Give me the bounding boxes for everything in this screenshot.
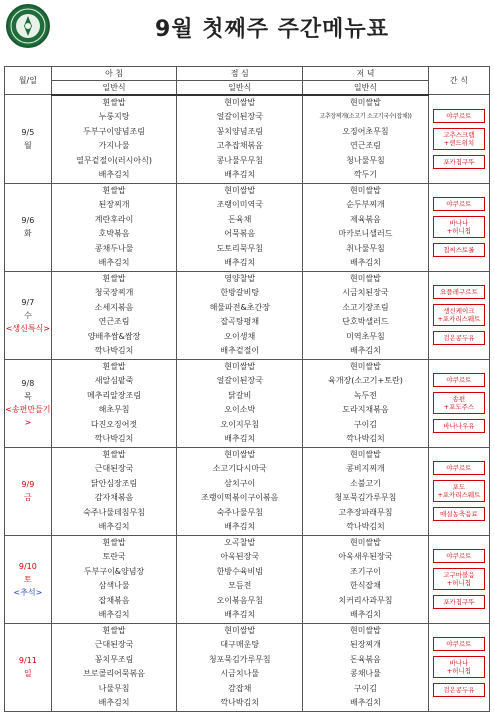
menu-item: 계란후라이 <box>94 214 134 224</box>
lunch-cell <box>177 623 303 711</box>
menu-item: 깍나박김치 <box>346 522 385 531</box>
menu-item: 브로콜리어묵볶음 <box>83 669 145 678</box>
menu-item: 오곡찰밥 <box>224 537 256 547</box>
menu-item: 순두부찌개 <box>346 200 385 209</box>
date-cell <box>5 95 52 184</box>
menu-item: 배추김치 <box>224 610 256 619</box>
breakfast-cell <box>51 447 177 535</box>
weekday-label: 일 <box>23 669 32 678</box>
menu-item: 잡곡탕평채 <box>220 317 260 326</box>
menu-item: 돈육볶음 <box>349 654 381 664</box>
menu-item: 현미쌀밥 <box>349 537 381 547</box>
menu-item: 조기구이 <box>349 566 381 576</box>
menu-item: 얼갈이된장국 <box>216 376 263 385</box>
menu-item: 오이지무침 <box>220 419 260 429</box>
day-row <box>5 359 490 447</box>
snack-item: 포도 +포카리스웨트 <box>433 480 485 502</box>
menu-item: 대구매운탕 <box>220 640 260 649</box>
menu-item: 오징어초무침 <box>342 126 389 136</box>
menu-item: 흰쌀밥 <box>102 537 126 547</box>
menu-item: 단호박샐러드 <box>342 317 389 326</box>
lunch-cell <box>177 95 303 184</box>
menu-item: 현미쌀밥 <box>349 449 381 459</box>
date-label: 9/6 <box>21 216 35 225</box>
menu-item: 배추김치 <box>98 170 130 179</box>
lunch-column-header: 점 심 <box>177 67 303 81</box>
menu-item: 아욱새우된장국 <box>338 552 393 561</box>
breakfast-cell <box>51 623 177 711</box>
menu-item: 깍나박김치 <box>220 698 260 707</box>
snack-cell <box>428 359 489 447</box>
breakfast-cell <box>51 271 177 359</box>
menu-item: 청포묵김가루무침 <box>334 493 397 502</box>
menu-item: 콩채나물 <box>349 669 381 678</box>
date-cell <box>5 535 52 623</box>
menu-item: 육개장(소고기+토란) <box>328 376 403 385</box>
menu-item: 오이생채 <box>224 331 256 341</box>
lunch-cell <box>177 447 303 535</box>
snack-item: 야쿠르트 <box>433 373 485 387</box>
breakfast-cell <box>51 183 177 271</box>
dinner-cell <box>303 95 429 184</box>
menu-item: 삼치구이 <box>224 478 256 488</box>
lunch-general-header: 일반식 <box>177 81 303 95</box>
breakfast-general-header: 일반식 <box>51 81 177 95</box>
day-row <box>5 271 490 359</box>
menu-item: 구이김 <box>353 683 378 693</box>
menu-item: 치커리사과무침 <box>338 595 393 605</box>
snack-item: 고추스크랩 +샌드위치 <box>433 128 485 150</box>
menu-item: 가지나물 <box>98 141 130 150</box>
menu-item: 배추김치 <box>349 610 381 619</box>
snack-cell <box>428 95 489 184</box>
menu-item: 해물파전&초간장 <box>209 302 270 312</box>
date-label: 9/10 <box>18 561 37 571</box>
snack-item: 검은콩두유 <box>433 331 485 345</box>
menu-item: 흰쌀밥 <box>102 185 126 195</box>
snack-item: 검은콩두유 <box>433 683 485 697</box>
menu-item: 나물무침 <box>98 683 130 693</box>
menu-item: 배추김치 <box>349 346 381 355</box>
snack-cell <box>428 183 489 271</box>
page-title: 9월 첫째주 주간메뉴표 <box>155 17 389 42</box>
menu-item: 영양찰밥 <box>224 273 256 283</box>
menu-item: 깍두기 <box>353 170 378 179</box>
menu-item: 청나물무침 <box>346 155 385 165</box>
dinner-cell <box>303 271 429 359</box>
menu-item: 두부구이&양념장 <box>83 566 145 576</box>
date-cell <box>5 271 52 359</box>
menu-item: 제육볶음 <box>349 214 381 224</box>
menu-item: 현미쌀밥 <box>349 273 381 283</box>
menu-item: 된장찌개 <box>98 200 130 209</box>
menu-item: 한식잡채 <box>349 581 381 590</box>
date-cell <box>5 359 52 447</box>
menu-item: 배추겉절이 <box>220 346 260 355</box>
day-row <box>5 447 490 535</box>
menu-item: 토란국 <box>102 552 126 561</box>
date-label: 9/8 <box>21 379 35 388</box>
menu-item: 흰쌀밥 <box>102 361 126 371</box>
menu-item: 현미쌀밥 <box>349 361 381 371</box>
menu-item: 콩채두나물 <box>94 243 134 253</box>
date-column-header: 월/일 <box>5 67 52 95</box>
snack-item: 야쿠르트 <box>433 461 485 475</box>
day-row <box>5 535 490 623</box>
menu-item: 소세지볶음 <box>94 302 134 312</box>
snack-item: 송편 +포도주스 <box>433 392 485 414</box>
menu-item: 두부구이양념조림 <box>83 126 145 136</box>
menu-item: 삼색나물 <box>98 581 130 590</box>
date-label: 9/5 <box>21 127 35 137</box>
menu-item: 감자채볶음 <box>94 493 134 502</box>
menu-item: 오이소박 <box>224 405 256 414</box>
menu-item: 시금치된장국 <box>342 288 389 297</box>
snack-item: 바나나우유 <box>433 419 485 433</box>
menu-item: 배추김치 <box>349 698 381 707</box>
weekday-label: 토 <box>23 574 32 584</box>
menu-item: 한방갈비탕 <box>220 288 260 297</box>
snack-item: 야쿠르트 <box>433 109 485 123</box>
snack-item: 요플레구르트 <box>433 285 485 299</box>
menu-item: 꽁치무조림 <box>94 654 134 664</box>
date-cell <box>5 447 52 535</box>
snack-cell <box>428 623 489 711</box>
weekday-label: 월 <box>23 140 32 150</box>
dinner-column-header: 저 녁 <box>303 67 429 81</box>
menu-item: 콩비지찌개 <box>346 464 385 473</box>
snack-item: 야쿠르트 <box>433 549 485 563</box>
logo-emblem-icon <box>8 6 48 46</box>
snack-item: 바나나 +허니칩 <box>433 216 485 238</box>
menu-item: 현미쌀밥 <box>224 361 256 371</box>
menu-item: 배추김치 <box>98 258 130 267</box>
day-row <box>5 623 490 711</box>
breakfast-column-header: 아 침 <box>51 67 177 81</box>
menu-item: 깍나박김치 <box>346 434 385 443</box>
menu-item: 돈육채 <box>228 214 252 224</box>
weekday-label: 화 <box>23 229 32 238</box>
menu-item: 닭갈비 <box>228 390 252 400</box>
snack-cell <box>428 535 489 623</box>
dinner-general-header: 일반식 <box>303 81 429 95</box>
snack-item: 고구마볼음 +허니칩 <box>433 568 485 590</box>
menu-item: 배추김치 <box>224 258 256 267</box>
menu-item: 다진오징어젓 <box>90 419 138 429</box>
menu-item: 흰쌀밥 <box>102 97 126 107</box>
menu-item: 오이볶음무침 <box>216 595 263 605</box>
menu-item: 녹두전 <box>353 390 378 400</box>
menu-item: 아욱된장국 <box>220 552 260 561</box>
menu-item: 시금치나물 <box>220 669 260 678</box>
snack-item: 야쿠르트 <box>433 637 485 651</box>
menu-item: 배추김치 <box>224 170 256 179</box>
menu-item: 깍나박김치 <box>94 434 134 443</box>
menu-item: 근대된장국 <box>94 640 134 649</box>
menu-item: 숙주나물무침 <box>216 507 263 517</box>
menu-item: 조랭이미역국 <box>216 200 263 209</box>
menu-item: 도라지채볶음 <box>342 405 389 414</box>
menu-item: 연근조림 <box>98 317 130 326</box>
breakfast-cell <box>51 359 177 447</box>
date-cell <box>5 623 52 711</box>
menu-item: 배추김치 <box>98 610 130 619</box>
snack-cell <box>428 271 489 359</box>
dinner-cell <box>303 359 429 447</box>
event-note: <추석> <box>13 587 43 597</box>
menu-item: 도토리묵무침 <box>216 243 263 253</box>
event-note: <송편만들기> <box>5 405 51 427</box>
menu-item: 조랭이떡볶이구이볶음 <box>201 493 279 502</box>
weekday-label: 목 <box>23 392 32 401</box>
menu-item: 흰쌀밥 <box>102 449 126 459</box>
day-row <box>5 183 490 271</box>
menu-item: 현미쌀밥 <box>224 625 256 635</box>
date-label: 9/9 <box>21 480 35 489</box>
weekday-label: 금 <box>23 493 32 502</box>
snack-item: 생신케이크 +포카리스웨트 <box>433 304 485 326</box>
menu-item: 양배추쌈&쌈장 <box>87 331 141 341</box>
menu-item: 숙주나물데침무침 <box>83 507 145 517</box>
breakfast-cell <box>51 535 177 623</box>
menu-item: 소고기다시마국 <box>212 464 267 473</box>
snack-cell <box>428 447 489 535</box>
menu-item: 고추장파래무침 <box>338 507 393 517</box>
menu-item: 열무겉절이(러시아식) <box>76 155 152 165</box>
menu-item: 흰쌀밥 <box>102 625 126 635</box>
date-cell <box>5 183 52 271</box>
snack-item: 포카칩구뚜 <box>433 595 485 609</box>
snack-item: 바나나 +허니칩 <box>433 656 485 678</box>
menu-item: 콩나물무무침 <box>216 155 263 165</box>
menu-item: 청국장찌개 <box>94 288 134 297</box>
menu-item: 마카로니샐러드 <box>338 229 393 238</box>
dinner-cell <box>303 447 429 535</box>
menu-item: 현미쌀밥 <box>349 97 381 107</box>
lunch-cell <box>177 271 303 359</box>
dinner-cell <box>303 623 429 711</box>
snack-item: 매실농축음료 <box>433 507 485 521</box>
menu-item: 미역초무침 <box>346 331 385 341</box>
menu-item: 소불고기 <box>349 478 381 488</box>
menu-item: 한방수육비빔 <box>216 566 263 576</box>
snack-item: 포카칩구뚜 <box>433 155 485 169</box>
institution-logo <box>6 4 50 48</box>
day-row <box>5 95 490 184</box>
menu-item: 청포묵김가루무침 <box>208 654 271 664</box>
menu-item: 고추장찌개(소고기 소고기국수(잡채)) <box>319 113 412 120</box>
dinner-cell <box>303 183 429 271</box>
menu-item: 현미쌀밥 <box>224 449 256 459</box>
menu-item: 구이김 <box>353 419 378 429</box>
menu-item: 꽁치양념조림 <box>216 126 263 136</box>
menu-item: 연근조림 <box>349 141 381 150</box>
menu-item: 배추김치 <box>349 258 381 267</box>
menu-item: 배추김치 <box>98 522 130 531</box>
snack-item: 칩씨스토롤 <box>433 243 485 257</box>
lunch-cell <box>177 535 303 623</box>
menu-item: 호박볶음 <box>98 229 130 238</box>
menu-item: 어묵볶음 <box>224 229 256 238</box>
date-label: 9/7 <box>21 297 35 307</box>
menu-item: 배추김치 <box>98 698 130 707</box>
dinner-cell <box>303 535 429 623</box>
lunch-cell <box>177 183 303 271</box>
menu-item: 현미쌀밥 <box>224 185 256 195</box>
snack-item: 야쿠르트 <box>433 197 485 211</box>
breakfast-cell <box>51 95 177 184</box>
menu-item: 근대된장국 <box>94 464 134 473</box>
menu-item: 해초무침 <box>98 405 130 414</box>
menu-item: 현미쌀밥 <box>349 185 381 195</box>
menu-item: 배추김치 <box>224 522 256 531</box>
menu-item: 깍나박김치 <box>94 346 134 355</box>
menu-item: 잡채볶음 <box>98 595 130 605</box>
menu-item: 현미쌀밥 <box>349 625 381 635</box>
menu-item: 메추리알장조림 <box>87 390 142 400</box>
menu-item: 닭안심장조림 <box>90 478 138 488</box>
menu-item: 얼갈이된장국 <box>216 112 263 121</box>
menu-item: 고추잡채볶음 <box>216 141 263 150</box>
menu-item: 취나물무침 <box>346 243 385 253</box>
menu-item: 감잡채 <box>228 683 252 693</box>
menu-item: 된장찌개 <box>349 640 381 649</box>
menu-item: 누룽지탕 <box>98 112 130 121</box>
date-label: 9/11 <box>18 656 37 665</box>
lunch-cell <box>177 359 303 447</box>
menu-item: 현미쌀밥 <box>224 97 256 107</box>
event-note: <생신특식> <box>5 323 51 333</box>
menu-item: 흰쌀밥 <box>102 273 126 283</box>
weekday-label: 수 <box>23 310 32 320</box>
menu-item: 배추김치 <box>224 434 256 443</box>
menu-item: 새알심팥죽 <box>94 376 134 385</box>
menu-item: 소고기장조림 <box>342 302 389 312</box>
weekly-menu-table <box>4 66 490 712</box>
snack-column-header: 간 식 <box>428 67 489 95</box>
menu-item: 모듬전 <box>228 581 252 590</box>
